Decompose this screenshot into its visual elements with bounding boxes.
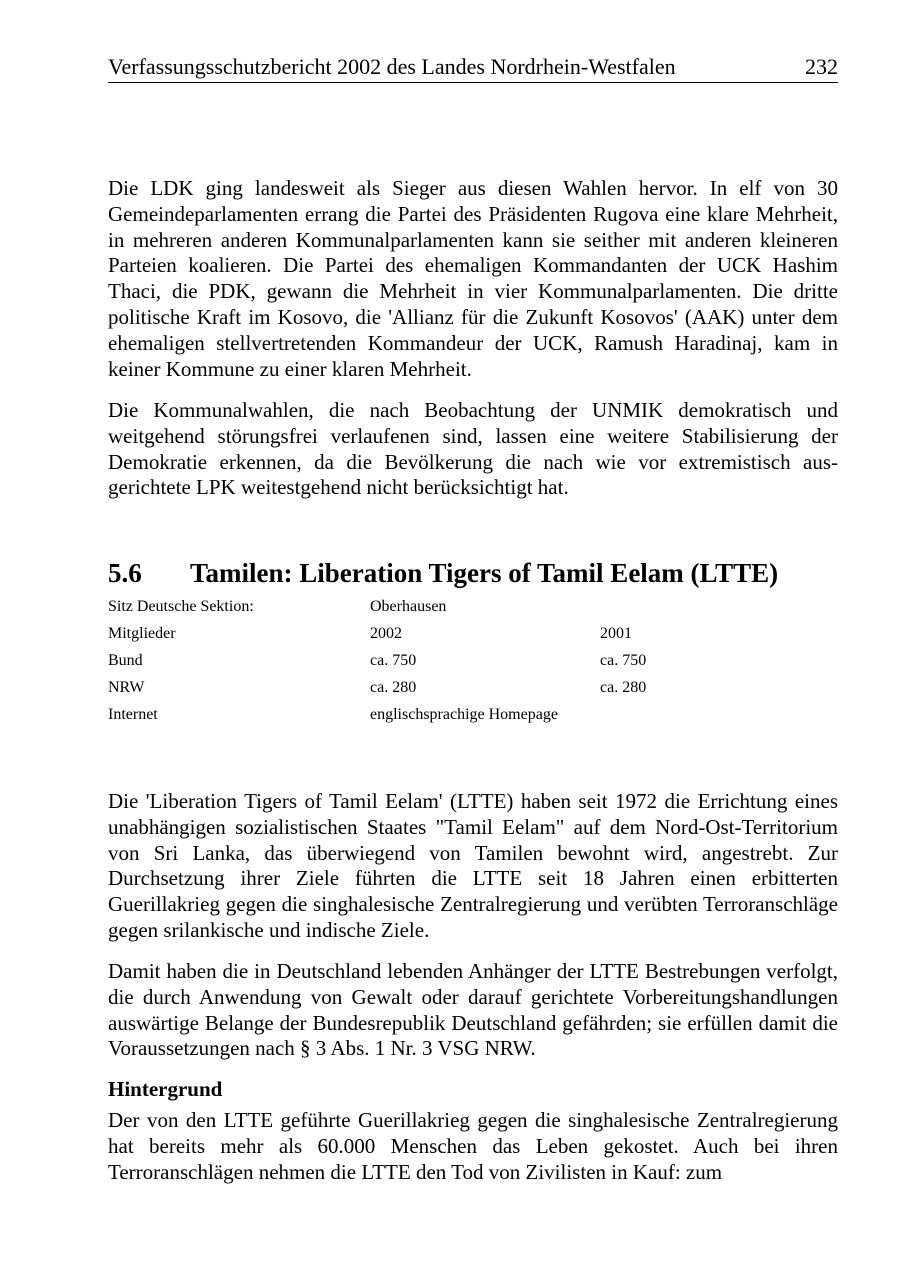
facts-label: Mitglieder	[108, 625, 176, 642]
facts-value: ca. 750	[600, 652, 647, 669]
paragraph-ldk-election: Die LDK ging landesweit als Sieger aus diesen Wahlen hervor. In elf von 30 Gemeindeparlamenten errang die Partei des Präsidenten Rugova eine klare Mehrheit, in mehreren anderen Kommunalparlamenten kann sie seither mit anderen kleineren Parteien koalieren. Die Partei des ehemaligen Kommandanten der UCK Hashim Thaci, die PDK, gewann die Mehrheit in vier Kommunalparlamenten. Die dritte politische Kraft im Kosovo, die 'Allianz für die Zukunft Kosovos' (AAK) unter dem ehemaligen stellvertretenden Kommandeur der UCK, Ramush Haradinaj, kam in keiner Kommune zu einer klaren Mehrheit.	[108, 176, 838, 381]
facts-label: Internet	[108, 706, 158, 723]
section-number: 5.6	[108, 558, 142, 588]
facts-label: Sitz Deutsche Sektion:	[108, 598, 254, 615]
facts-row-nrw	[108, 679, 838, 706]
page-number: 232	[805, 54, 838, 79]
facts-value: Oberhausen	[370, 598, 447, 615]
facts-label: Bund	[108, 652, 143, 669]
facts-row-sitz	[108, 598, 838, 625]
section-title: Tamilen: Liberation Tigers of Tamil Eelam (LTTE)	[190, 558, 779, 588]
facts-table	[108, 598, 838, 733]
facts-year-previous: 2001	[600, 625, 632, 642]
paragraph-ltte-legal: Damit haben die in Deutschland lebenden Anhänger der LTTE Bestrebungen verfolgt, die durch Anwendung von Gewalt oder darauf gerichtete Vorbereitungshandlungen auswärtige Belange der Bundesrepublik Deutschland gefährden; sie erfüllen damit die Voraussetzungen nach § 3 Abs. 1 Nr. 3 VSG NRW.	[108, 959, 838, 1061]
facts-row-internet	[108, 706, 838, 733]
facts-year-current: 2002	[370, 625, 402, 642]
facts-value: ca. 280	[600, 679, 647, 696]
paragraph-ltte-intro: Die 'Liberation Tigers of Tamil Eelam' (LTTE) haben seit 1972 die Errichtung eines unabhängigen sozialistischen Staates "Tamil Eelam" auf dem Nord-Ost-Territorium von Sri Lanka, das überwiegend von Tamilen bewohnt wird, angestrebt. Zur Durchsetzung ihrer Ziele führten die LTTE seit 18 Jahren einen erbitterten Guerillakrieg gegen die singhalesische Zentralregierung und verübten Terroranschläge gegen srilankische und indische Ziele.	[108, 789, 838, 942]
facts-value: englischsprachige Homepage	[370, 706, 558, 723]
facts-row-bund	[108, 652, 838, 679]
paragraph-hintergrund: Der von den LTTE geführte Guerillakrieg gegen die singhalesische Zentralregierung hat bereits mehr als 60.000 Menschen das Leben gekostet. Auch bei ihren Terroranschlägen nehmen die LTTE den Tod von Zivilisten in Kauf: zum	[108, 1108, 838, 1184]
header-title: Verfassungsschutzbericht 2002 des Landes Nordrhein-Westfalen	[108, 54, 676, 79]
facts-value: ca. 280	[370, 679, 417, 696]
facts-value: ca. 750	[370, 652, 417, 669]
running-header	[108, 52, 838, 83]
facts-label: NRW	[108, 679, 145, 696]
facts-row-mitglieder	[108, 625, 838, 652]
paragraph-kommunalwahlen: Die Kommunalwahlen, die nach Beobachtung der UNMIK demokratisch und weitgehend störungsfrei verlaufenen sind, lassen eine weitere Stabilisierung der Demokratie erkennen, da die Bevölkerung die nach wie vor extremistisch ausgerichtete LPK weitestgehend nicht berücksichtigt hat.	[108, 398, 838, 500]
subheading-hintergrund: Hintergrund	[108, 1077, 223, 1101]
